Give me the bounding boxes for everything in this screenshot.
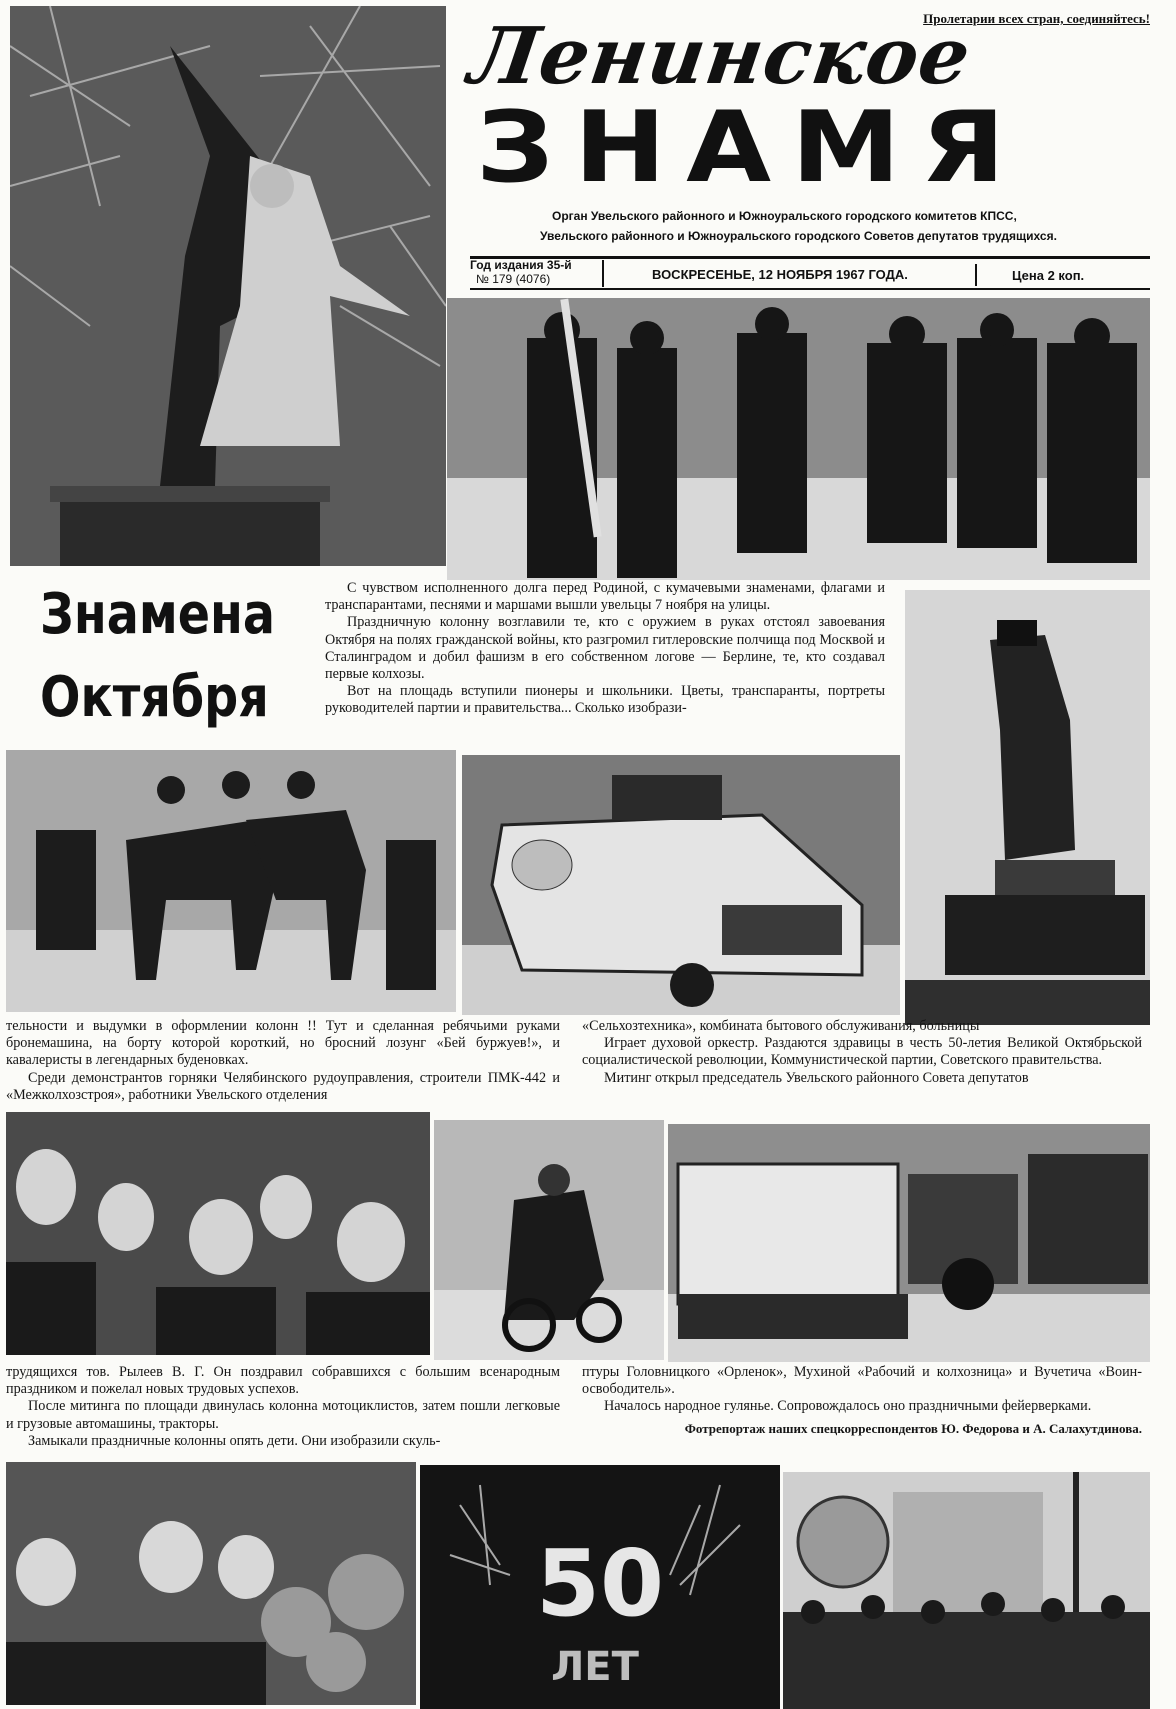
issue-year: Год издания 35-й	[470, 258, 572, 272]
photo-veterans-parade	[447, 298, 1150, 580]
article-paragraph: После митинга по площади двинулась колонна мотоциклистов, затем пошли легковые и грузовые автомашины, тракторы.	[6, 1398, 560, 1432]
article-paragraph: трудящихся тов. Рылеев В. Г. Он поздравил собравшихся с большим всенародным праздником и пожелал новых трудовых успехов.	[6, 1364, 560, 1398]
organ-line-1: Орган Увельского районного и Южноуральского городского комитетов КПСС,	[552, 209, 1017, 223]
fireworks-50-label: 50	[535, 1530, 665, 1637]
photo-cavalry	[6, 750, 456, 1012]
photo-children-balloons	[6, 1462, 416, 1705]
article-paragraph: Среди демонстрантов горняки Челябинского рудоуправления, строители ПМК-442 и «Межколхозстроя», работники Увельского отделения	[6, 1069, 560, 1103]
headline-line-2: Октября	[40, 665, 269, 730]
article-paragraph: «Сельхозтехника», комбината бытового обслуживания, больницы	[582, 1018, 980, 1034]
article-paragraph: Вот на площадь вступили пионеры и школьники. Цветы, транспаранты, портреты руководителей партии и правительства... Сколько изобрази-	[325, 683, 885, 717]
issue-price: Цена 2 коп.	[1012, 268, 1085, 283]
organ-line-2: Увельского районного и Южноуральского городского Советов депутатов трудящихся.	[540, 229, 1057, 243]
photo-soldier-monument	[905, 590, 1150, 1025]
headline-line-1: Знамена	[40, 582, 276, 647]
masthead-title-script: Ленинское	[463, 11, 977, 102]
masthead-title: ЗНАМЯ	[476, 91, 1026, 205]
slogan: Пролетарии всех стран, соединяйтесь!	[923, 11, 1150, 26]
masthead-sep-2	[975, 264, 977, 286]
article-lower-right	[582, 1364, 1142, 1437]
photo-monument-snow	[10, 6, 446, 566]
photo-crowd-banners	[783, 1472, 1150, 1709]
article-middle-right	[582, 1018, 1142, 1087]
article-paragraph: Митинг открыл председатель Увельского районного Совета депутатов	[604, 1069, 1029, 1086]
photo-motorcyclists	[434, 1120, 664, 1360]
issue-number: № 179 (4076)	[476, 272, 551, 286]
article-paragraph: Праздничную колонну возглавили те, кто с оружием в руках отстоял завоевания Октября на полях гражданской войны, кто разгромил гитлеровские полчища под Москвой и Сталинградом и добил фашизм в его собственном логове — Берлине, те, кто создавал первые колхозы.	[325, 614, 885, 683]
photo-credit: Фотрепортаж наших спецкорреспондентов Ю. Федорова и А. Салахутдинова.	[684, 1420, 1142, 1436]
masthead-rule-bottom	[470, 288, 1150, 290]
photo-smiling-women	[6, 1112, 430, 1355]
article-paragraph: С чувством исполненного долга перед Родиной, с кумачевыми знаменами, флагами и транспарантами, песнями и маршами вышли увельцы 7 ноября на улицы.	[325, 580, 885, 614]
fireworks-let-label: ЛЕТ	[551, 1644, 639, 1690]
photo-armored-car-float	[462, 755, 900, 1015]
photo-tractors	[668, 1124, 1150, 1362]
article-lower-left	[6, 1364, 560, 1450]
issue-date: ВОСКРЕСЕНЬЕ, 12 НОЯБРЯ 1967 ГОДА.	[652, 267, 908, 282]
article-paragraph: тельности и выдумки в оформлении колонн !! Тут и сделанная ребячьими руками бронемашина, на борту которой короткий, но бросний лозунг «Бей буржуев!», и кавалеристы в легендарных буденовках.	[6, 1018, 560, 1069]
article-paragraph: Началось народное гулянье. Сопровождалось оно праздничными фейерверками.	[604, 1398, 1092, 1415]
article-paragraph: Играет духовой оркестр. Раздаются здравицы в честь 50-летия Великой Октябрьской социалистической революции, Коммунистической партии, Советского правительства.	[582, 1035, 1142, 1069]
article-intro	[325, 580, 885, 718]
article-paragraph: Замыкали праздничные колонны опять дети. Они изобразили скуль-	[28, 1432, 441, 1449]
article-middle-left	[6, 1018, 560, 1104]
masthead-sep-1	[602, 260, 604, 287]
article-paragraph: птуры Головницкого «Орленок», Мухиной «Рабочий и колхозница» и Вучетича «Воин-освободитель».	[582, 1364, 1142, 1398]
photo-fireworks-50	[420, 1465, 780, 1709]
